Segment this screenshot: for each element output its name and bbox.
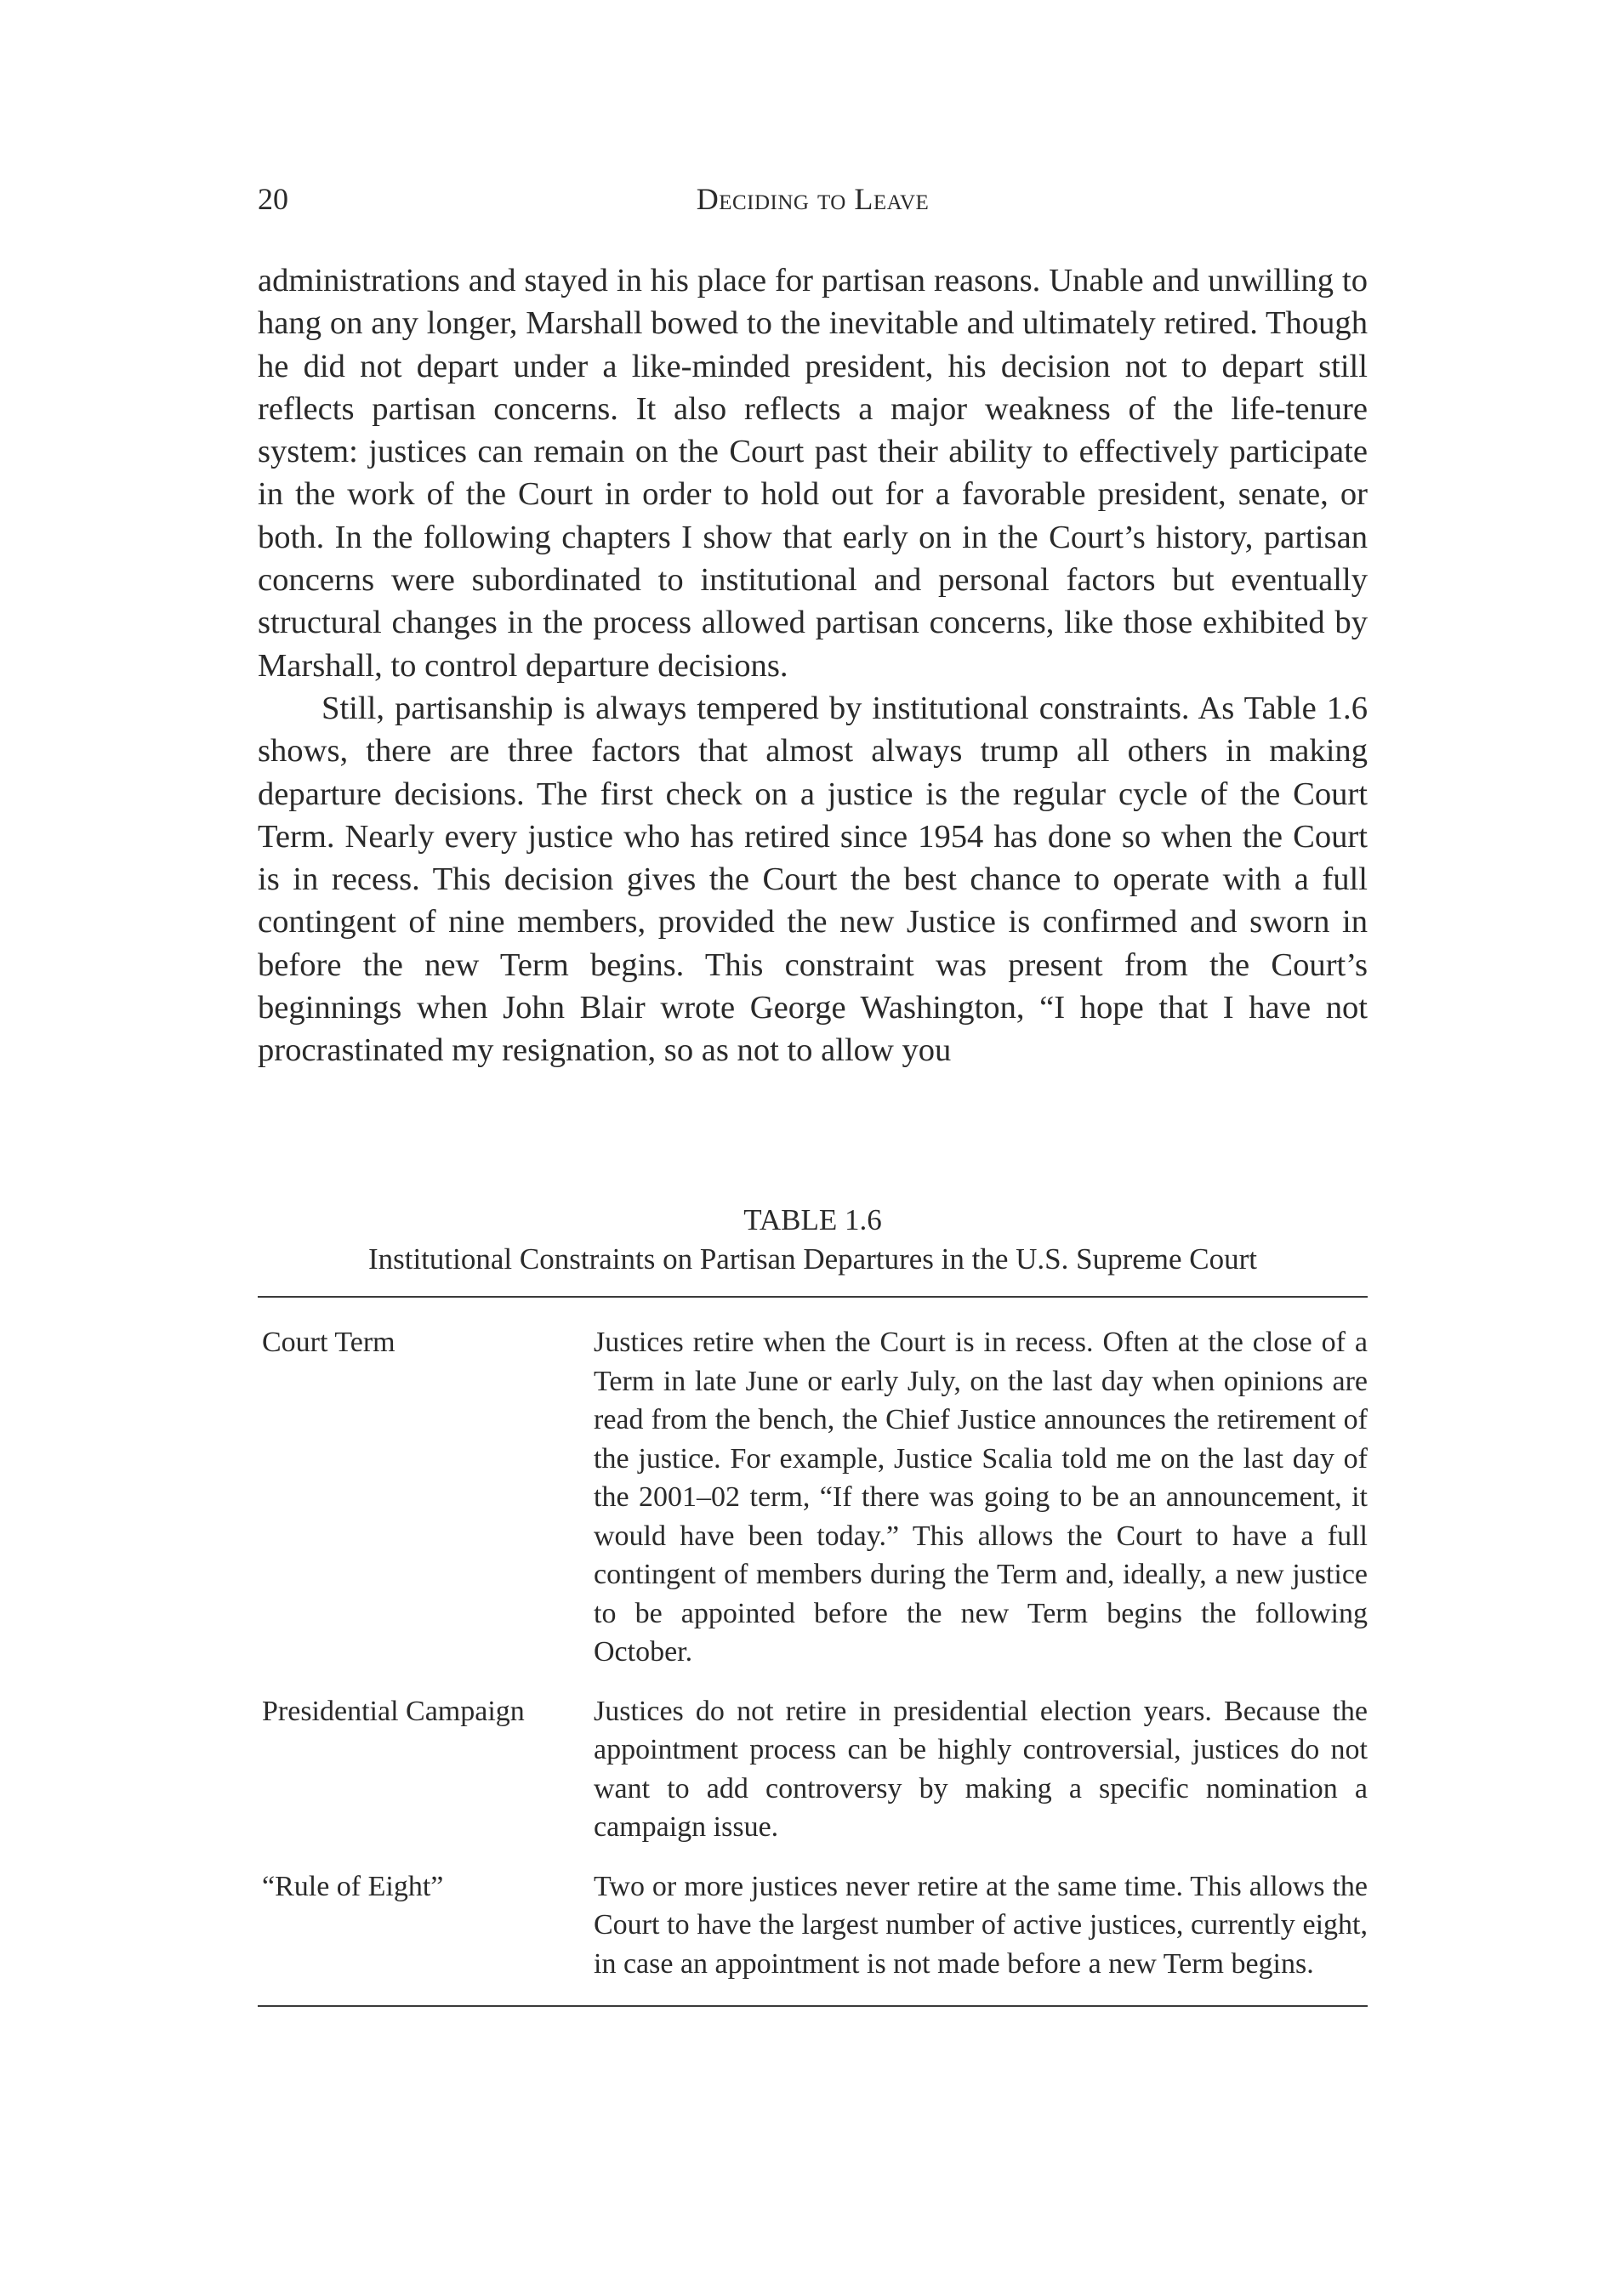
table-body: [258, 1298, 1368, 2005]
row-description-presidential-campaign: Justices do not retire in presidential election years. Because the appointment process can be highly controversial, justices do not want to add controversy by making a specific nomination a campaign issue.: [594, 1695, 1368, 1843]
body-paragraph-2: Still, partisanship is always tempered by institutional constraints. As Table 1.6 shows, there are three factors that almost always trump all others in making departure decisions. The first check on a justice is the regular cycle of the Court Term. Nearly every justice who has retired since 1954 has done so when the Court is in recess. This decision gives the Court the best chance to operate with a full contingent of nine members, provided the new Justice is confirmed and sworn in before the new Term begins. This constraint was present from the Court’s beginnings when John Blair wrote George Washington, “I hope that I have not procrastinated my resignation, so as not to allow you: [258, 690, 1368, 1069]
table-bottom-rule: [258, 2005, 1368, 2007]
body-text: [258, 259, 1368, 1072]
row-description-rule-of-eight: Two or more justices never retire at the same time. This allows the Court to have the largest number of active justices, currently eight, in case an appointment is not made before a new Term begins.: [594, 1870, 1368, 1980]
table-row: [258, 1692, 1368, 1847]
running-title: Deciding to Leave: [696, 182, 930, 216]
page-number: 20: [258, 182, 288, 216]
table-row: [258, 1867, 1368, 1984]
table-caption: Institutional Constraints on Partisan Departures in the U.S. Supreme Court: [367, 1242, 1257, 1276]
table-1-6: [258, 1201, 1368, 2007]
row-label-rule-of-eight: “Rule of Eight”: [262, 1870, 444, 1902]
table-row: [258, 1323, 1368, 1672]
row-description-court-term: Justices retire when the Court is in recess. Often at the close of a Term in late June or early July, on the last day when opinions are read from the bench, the Chief Justice announces the retirement of the justice. For example, Justice Scalia told me on the last day of the 2001–02 term, “If there was going to be an announcement, it would have been today.” This allows the Court to have a full contingent of members during the Term and, ideally, a new justice to be appointed before the new Term begins the following October.: [594, 1327, 1368, 1668]
running-head: [258, 180, 1368, 223]
row-label-court-term: Court Term: [262, 1327, 395, 1358]
table-label: TABLE 1.6: [743, 1203, 882, 1236]
row-label-presidential-campaign: Presidential Campaign: [262, 1695, 525, 1727]
body-paragraph-1: administrations and stayed in his place for partisan reasons. Unable and unwilling to hang on any longer, Marshall bowed to the inevitable and ultimately retired. Though he did not depart under a like-minded president, his decision not to depart still reflects partisan concerns. It also reflects a major weakness of the life-tenure system: justices can remain on the Court past their ability to effectively participate in the work of the Court in order to hold out for a favorable president, senate, or both. In the following chapters I show that early on in the Court’s history, partisan concerns were subordinated to institutional and personal factors but eventually structural changes in the process allowed partisan concerns, like those exhibited by Marshall, to control departure decisions.: [258, 263, 1368, 684]
